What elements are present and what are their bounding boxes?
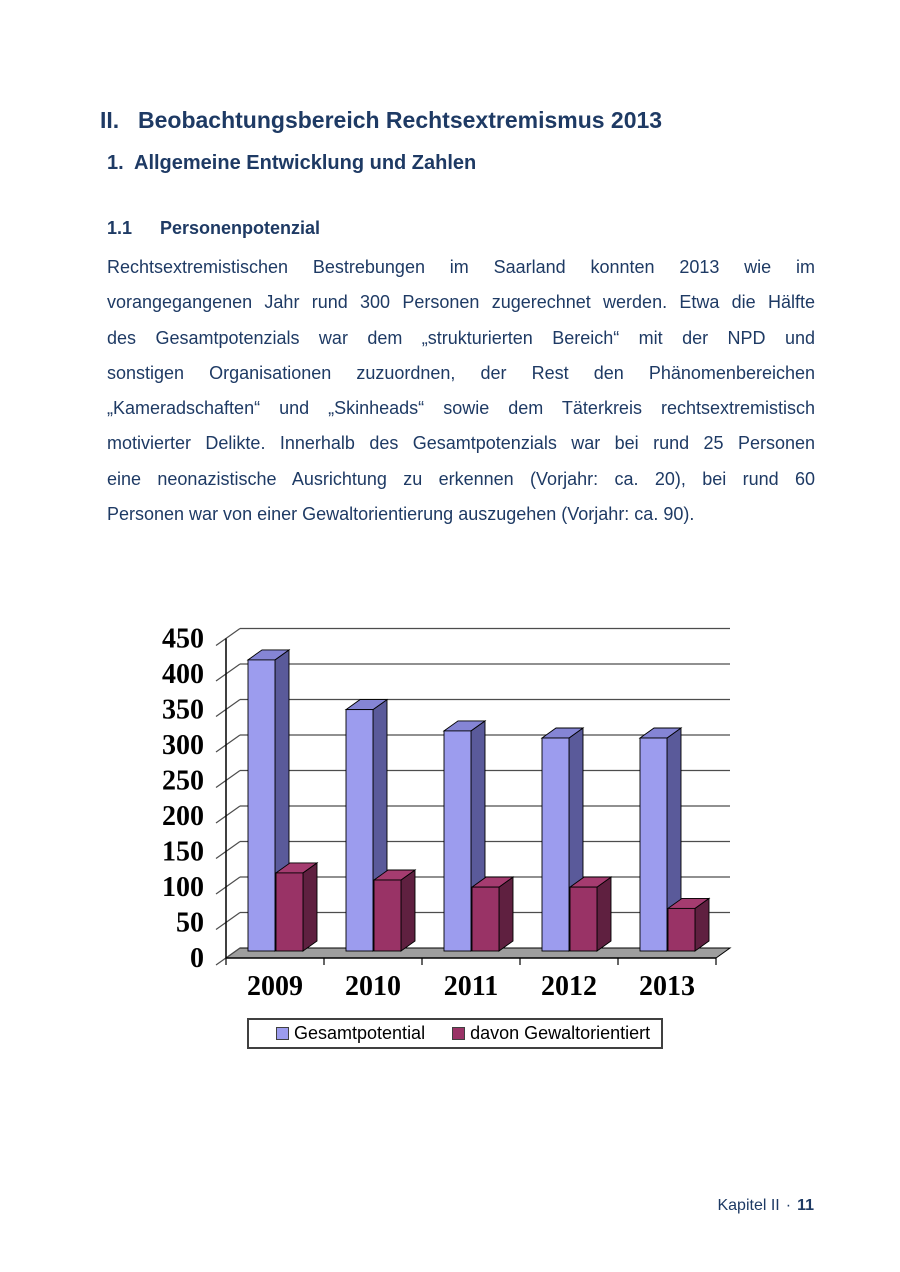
y-tick-mark	[216, 842, 240, 859]
section-heading-text: Allgemeine Entwicklung und Zahlen	[134, 152, 477, 174]
y-tick-label: 350	[162, 694, 204, 726]
bar-side-face	[499, 877, 513, 951]
x-tick-label: 2010	[345, 971, 401, 1002]
y-tick-mark	[216, 877, 240, 894]
bar-davon-gewaltorientiert-2010	[374, 870, 415, 951]
y-tick-mark	[216, 806, 240, 823]
body-paragraph	[107, 250, 815, 532]
legend-item-gesamtpotential	[276, 1023, 425, 1044]
footer-separator: ·	[785, 1197, 792, 1214]
bar-front-face	[346, 710, 373, 951]
y-tick-mark	[216, 664, 240, 681]
chart-legend	[247, 1018, 663, 1049]
chart-svg	[140, 598, 870, 1008]
legend-swatch-gesamtpotential	[276, 1027, 289, 1040]
bar-front-face	[374, 880, 401, 951]
paragraph-line: Personen war von einer Gewaltorientierung auszugehen (Vorjahr: ca. 90).	[107, 504, 695, 525]
section-heading-number: 1.	[107, 152, 124, 174]
subsection-heading	[107, 218, 320, 239]
bar-front-face	[542, 738, 569, 951]
legend-label: davon Gewaltorientiert	[470, 1023, 651, 1043]
y-tick-label: 250	[162, 765, 204, 797]
bar-side-face	[401, 870, 415, 951]
paragraph-line: Rechtsextremistischen Bestrebungen im Saarland konnten 2013 wie im	[107, 257, 815, 277]
bar-front-face	[276, 873, 303, 951]
y-tick-mark	[216, 629, 240, 646]
subsection-heading-number: 1.1	[107, 218, 133, 238]
y-tick-label: 50	[176, 907, 204, 939]
legend-item-davon-gewaltorientiert	[452, 1023, 650, 1044]
footer-chapter-label: Kapitel II	[717, 1197, 780, 1214]
y-tick-mark	[216, 700, 240, 717]
x-tick-label: 2009	[247, 971, 303, 1002]
bar-front-face	[444, 731, 471, 951]
y-tick-label: 200	[162, 801, 204, 832]
paragraph-line: „Kameradschaften“ und „Skinheads“ sowie dem Täterkreis rechtsextremistisch	[107, 398, 815, 419]
y-tick-label: 100	[162, 872, 204, 903]
paragraph-line: des Gesamtpotenzials war dem „strukturierten Bereich“ mit der NPD und	[107, 327, 815, 348]
y-tick-mark	[216, 913, 240, 930]
y-tick-label: 0	[190, 943, 204, 974]
chapter-heading	[100, 107, 662, 134]
y-tick-mark	[216, 735, 240, 752]
paragraph-line: eine neonazistische Ausrichtung zu erkennen (Vorjahr: ca. 20), bei rund 60	[107, 468, 815, 489]
y-tick-label: 150	[162, 836, 204, 868]
bar-front-face	[668, 908, 695, 951]
bar-davon-gewaltorientiert-2013	[668, 898, 709, 951]
x-tick-label: 2013	[639, 971, 695, 1002]
legend-swatch-davon-gewaltorientiert	[452, 1027, 465, 1040]
legend-label: Gesamtpotential	[294, 1023, 426, 1043]
bar-davon-gewaltorientiert-2012	[570, 877, 611, 951]
chapter-heading-text: Beobachtungsbereich Rechtsextremismus 2013	[138, 107, 663, 133]
subsection-heading-text: Personenpotenzial	[160, 218, 321, 238]
y-tick-label: 450	[162, 623, 204, 655]
section-heading	[107, 152, 476, 175]
bar-davon-gewaltorientiert-2011	[472, 877, 513, 951]
bar-davon-gewaltorientiert-2009	[276, 863, 317, 951]
bar-side-face	[597, 877, 611, 951]
footer-page-number: 11	[797, 1197, 814, 1214]
x-tick-label: 2011	[443, 971, 499, 1002]
y-tick-mark	[216, 771, 240, 788]
chapter-heading-number: II.	[100, 107, 120, 133]
bar-side-face	[303, 863, 317, 951]
paragraph-line: motivierter Delikte. Innerhalb des Gesamtpotenzials war bei rund 25 Personen	[107, 433, 815, 454]
page-footer	[717, 1197, 814, 1215]
paragraph-line: vorangegangenen Jahr rund 300 Personen zugerechnet werden. Etwa die Hälfte	[107, 292, 815, 313]
bar-front-face	[570, 887, 597, 951]
paragraph-line: sonstigen Organisationen zuzuordnen, der Rest den Phänomenbereichen	[107, 362, 815, 383]
y-tick-label: 400	[162, 659, 204, 690]
y-tick-label: 300	[162, 730, 204, 761]
bar-front-face	[472, 887, 499, 951]
x-tick-label: 2012	[541, 971, 597, 1002]
personenpotenzial-chart	[140, 598, 870, 1008]
bar-front-face	[248, 660, 275, 951]
bar-front-face	[640, 738, 667, 951]
